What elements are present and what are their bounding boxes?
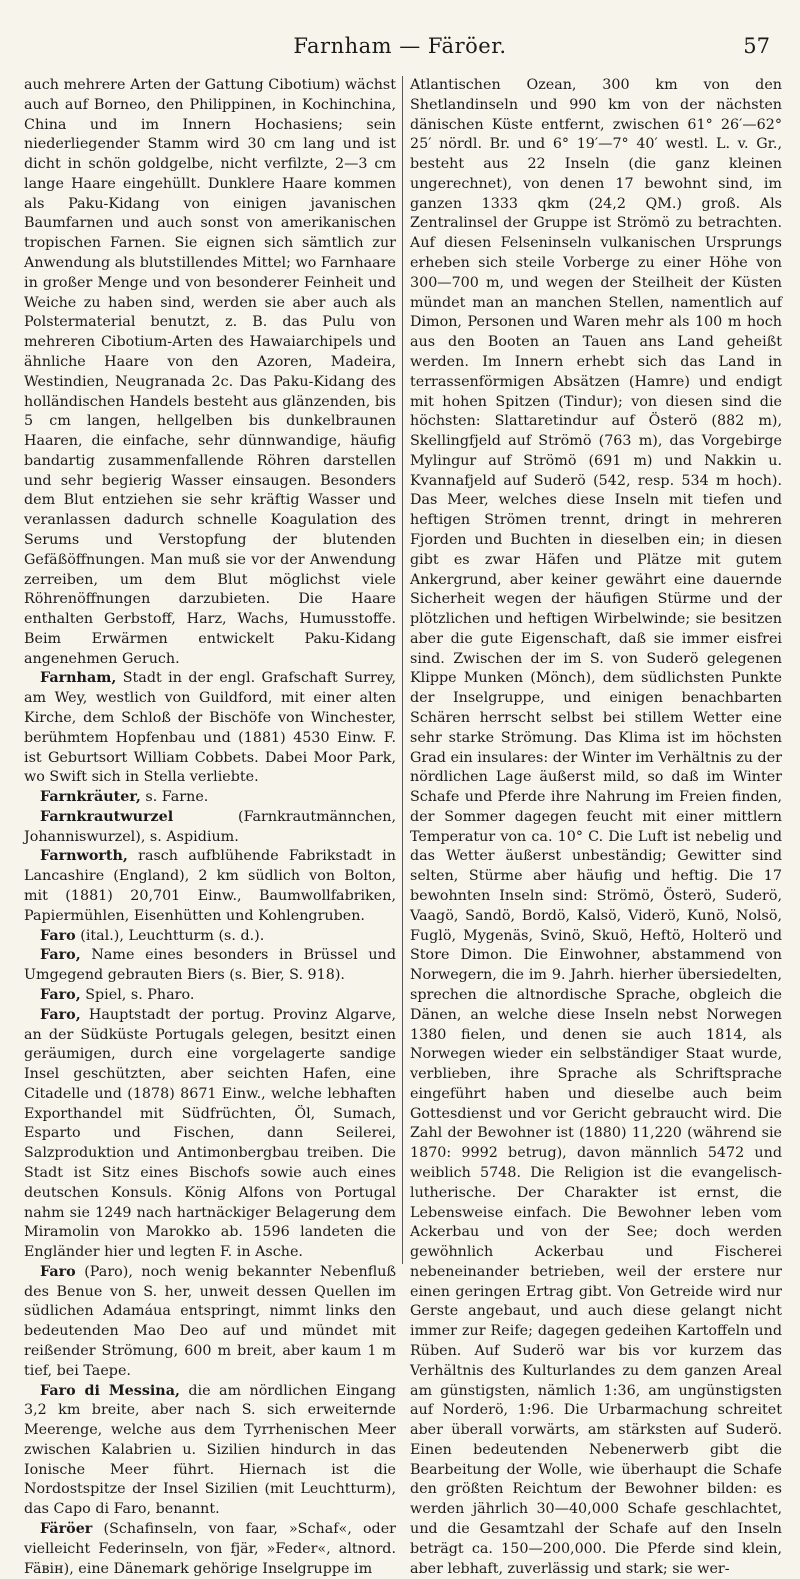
entry-paragraph: [24, 847, 396, 926]
entry-paragraph: [24, 927, 396, 947]
entry-paragraph: [24, 1263, 396, 1382]
right-column: [410, 76, 782, 1577]
entry-headword: Farnworth,: [40, 848, 128, 865]
entry-text: Hauptstadt der portug. Provinz Algarve, an der Südküste Portugals gelegen, besitzt einen geräumigen, durch eine vorgelagerte sandige Insel geschützten, aber seichten Hafen, eine Citadelle und (1878) 8671 Einw., welche lebhaften Exporthandel mit Südfrüchten, Öl, Sumach, Esparto und Fischen, dann Seilerei, Salzproduktion und Antimonbergbau treiben. Die Stadt ist Sitz eines Bischofs sowie auch eines deutschen Konsuls. König Alfons von Portugal nahm sie 1249 nach hartnäckiger Belagerung dem Miramolin von Marokko ab. 1596 landeten die Engländer hier und legten F. in Asche.: [24, 1006, 396, 1261]
page-header: [28, 34, 772, 68]
entry-paragraph: [24, 808, 396, 848]
entry-text: die am nördlichen Eingang 3,2 km breite, aber nach S. sich erweiternde Meerenge, welche aus dem Tyrrhenischen Meer zwischen Kalabrien u. Sizilien hindurch in das Ionische Meer führt. Hiernach ist die Nordostspitze der Insel Sizilien (mit Leuchtturm), das Capo di Faro, benannt.: [24, 1382, 397, 1518]
entry-paragraph: [24, 788, 396, 808]
entry-paragraph: [24, 1382, 396, 1520]
entry-headword: Farnham,: [40, 670, 117, 687]
running-head: Farnham — Färöer.: [293, 34, 507, 58]
entry-text: (ital.), Leuchtturm (s. d.).: [80, 927, 265, 944]
entry-paragraph: [24, 1006, 396, 1263]
entry-paragraph: [24, 986, 396, 1006]
entry-headword: Färöer: [40, 1521, 93, 1538]
entry-text: Name eines besonders in Brüssel und Umgegend gebrauten Biers (s. Bier, S. 918).: [24, 947, 397, 984]
entry-text: Spiel, s. Pharo.: [85, 986, 195, 1003]
entry-paragraph: [24, 946, 396, 986]
entry-headword: Faro: [40, 927, 76, 944]
entry-text: (Farnkrautmännchen, Johanniswurzel), s. Aspidium.: [24, 808, 396, 845]
entry-paragraph: [24, 76, 396, 669]
entry-headword: Faro di Messina,: [40, 1382, 180, 1399]
entry-paragraph: [410, 76, 782, 1579]
page-number: 57: [743, 34, 770, 58]
entry-headword: Faro: [40, 1263, 76, 1280]
entry-headword: Farnkräuter,: [40, 789, 141, 806]
entry-paragraph: [24, 1520, 396, 1579]
entry-text: (Paro), noch wenig bekannter Nebenfluß des Benue von S. her, unweit dessen Quellen im südlichen Adamáua entspringt, nimmt links den bedeutenden Mao Deo auf und mündet mit reißender Strömung, 600 m breit, aber kaum 1 m tief, bei Taepe.: [24, 1263, 396, 1379]
column-divider: [402, 76, 403, 1264]
entry-headword: Faro,: [40, 986, 81, 1003]
entry-text: Stadt in der engl. Grafschaft Surrey, am Wey, westlich von Guildford, mit einer alten Kirche, dem Schloß der Bischöfe von Winchester, berühmtem Hopfenbau und (1881) 4530 Einw. F. ist Geburtsort William Cobbets. Dabei Moor Park, wo Swift sich in Stella verliebte.: [24, 670, 396, 786]
entry-paragraph: [24, 669, 396, 788]
entry-text: s. Farne.: [145, 789, 209, 806]
entry-text: Atlantischen Ozean, 300 km von den Shetlandinseln und 990 km von der nächsten dänischen Küste entfernt, zwischen 61° 26′—62° 25′ nördl. Br. und 6° 19′—7° 40′ westl. L. v. Gr., besteht aus 22 Inseln (die ganz kleinen ungerechnet), von denen 17 bewohnt sind, im ganzen 1333 qkm (24,2 QM.) groß. Als Zentralinsel der Gruppe ist Strömö zu betrachten. Auf diesen Felseninseln vulkanischen Ursprungs erheben sich steile Vorberge zu einer Höhe von 300—700 m, und wegen der Steilheit der Küsten mündet man an manchen Stellen, namentlich auf Dimon, Personen und Waren mehr als 100 m hoch aus den Booten an Tauen ans Land geheißt werden. Im Innern erhebt sich das Land in terrassenförmigen Absätzen (Hamre) und endigt mit hohen Spitzen (Tindur); von diesen sind die höchsten: Slattaretindur auf Österö (882 m), Skellingfjeld auf Strömö (763 m), das Vorgebirge Mylingur auf Strömö (691 m) und Nakkin u. Kvannafjeld auf Suderö (542, resp. 534 m hoch). Das Meer, welches diese Inseln mit tiefen und heftigen Strömen trennt, dringt in mehreren Fjorden und Buchten in dieselben ein; in diesen gibt es zwar Häfen und Plätze mit gutem Ankergrund, aber keiner gewährt eine dauernde Sicherheit wegen der häufigen Stürme und der plötzlichen und heftigen Wirbelwinde; sie besitzen aber die gute Eigenschaft, daß sie immer eisfrei sind. Zwischen der im S. von Suderö gelegenen Klippe Munken (Mönch), dem südlichsten Punkte der Inselgruppe, und einigen benachbarten Schären herrscht selbst bei stillem Wetter eine sehr starke Strömung. Das Klima ist im höchsten Grad ein insulares: der Winter im Verhältnis zu der nördlichen Lage äußerst mild, so daß im Winter Schafe und Pferde ihre Nahrung im Freien finden, der Sommer dagegen feucht mit einer mittlern Temperatur von ca. 10° C. Die Luft ist nebelig und das Wetter äußerst unbeständig; Gewitter sind selten, Stürme aber häufig und heftig. Die 17 bewohnten Inseln sind: Strömö, Österö, Suderö, Vaagö, Sandö, Bordö, Kalsö, Viderö, Kunö, Nolsö, Fuglö, Mygenäs, Svinö, Skuö, Heftö, Holterö und Store Dimon. Die Einwohner, abstammend von Norwegern, die im 9. Jahrh. hierher übersiedelten, sprechen die altnordische Sprache, obgleich die Dänen, an welche diese Inseln nebst Norwegen 1380 fielen, und denen sie auch 1814, als Norwegen wieder ein selbständiger Staat wurde, verblieben, ihre Sprache als Schriftsprache eingeführt haben und dieselbe auch beim Gottesdienst und vor Gericht gebraucht wird. Die Zahl der Bewohner ist (1880) 11,220 (während sie 1870: 9992 betrug), davon männlich 5472 und weiblich 5748. Die Religion ist die evangelisch-lutherische. Der Charakter ist ernst, die Lebensweise einfach. Die Bewohner leben vom Ackerbau und von der See; doch werden gewöhnlich Ackerbau und Fischerei nebeneinander betrieben, weil der erstere nur einen geringen Ertrag gibt. Von Getreide wird nur Gerste angebaut, und auch diese gelangt nicht immer zur Reife; dagegen gedeihen Kartoffeln und Rüben. Auf Suderö war bis vor kurzem das Verhältnis des Kulturlandes zu dem ganzen Areal am günstigsten, nämlich 1:36, am ungünstigsten auf Norderö, 1:96. Die Urbarmachung schreitet aber überall vorwärts, am stärksten auf Suderö. Einen bedeutenden Nebenerwerb gibt die Bearbeitung der Wolle, wie überhaupt die Schafe den größten Reichtum der Bewohner bilden: es werden jährlich 30—40,000 Schafe geschlachtet, und die Gesamtzahl der Schafe auf den Inseln beträgt ca. 150—200,000. Die Pferde sind klein, aber lebhaft, zuverlässig und stark; sie wer-: [410, 77, 782, 1577]
entry-text: rasch aufblühende Fabrikstadt in Lancashire (England), 2 km südlich von Bolton, mit (1881) 20,701 Einw., Baumwollfabriken, Papiermühlen, Eisenhütten und Kohlengruben.: [24, 848, 396, 924]
entry-text: (Schafinseln, von faar, »Schaf«, oder vielleicht Federinseln, von fjär, »Feder«, altnord. Fäвін), eine Dänemark gehörige Inselgruppe im: [24, 1521, 396, 1577]
entry-headword: Faro,: [40, 947, 81, 964]
left-column: [24, 76, 397, 1577]
entry-text: auch mehrere Arten der Gattung Cibotium) wächst auch auf Borneo, den Philippinen, in Kochinchina, China und im Innern Hochasiens; sein niederliegender Stamm wird 30 cm lang und ist dicht in schön goldgelbe, nicht verfilzte, 2—3 cm lange Haare eingehüllt. Dunklere Haare kommen als Paku-Kidang von einigen javanischen Baumfarnen und auch sonst von amerikanischen tropischen Farnen. Sie eignen sich sämtlich zur Anwendung als blutstillendes Mittel; wo Farnhaare in großer Menge und von besonderer Feinheit und Weiche zu haben sind, werden sie aber auch als Polstermaterial benutzt, z. B. das Pulu von mehreren Cibotium-Arten des Hawaiarchipels und ähnliche Haare von den Azoren, Madeira, Westindien, Neugranada 2c. Das Paku-Kidang des holländischen Handels besteht aus glänzenden, bis 5 cm langen, hellgelben bis dunkelbraunen Haaren, die einfache, sehr dünnwandige, häufig bandartig zusammenfallende Röhren darstellen und sehr begierig Wasser einsaugen. Besonders dem Blut entziehen sie sehr kräftig Wasser und veranlassen dadurch schnelle Koagulation des Serums und Verstopfung der blutenden Gefäßöffnungen. Man muß sie vor der Anwendung zerreiben, um dem Blut möglichst viele Röhrenöffnungen darzubieten. Die Haare enthalten Gerbstoff, Harz, Wachs, Humusstoffe. Beim Erwärmen entwickelt Paku-Kidang angenehmen Geruch.: [24, 77, 396, 667]
entry-headword: Farnkrautwurzel: [40, 808, 174, 825]
entry-headword: Faro,: [40, 1006, 81, 1023]
